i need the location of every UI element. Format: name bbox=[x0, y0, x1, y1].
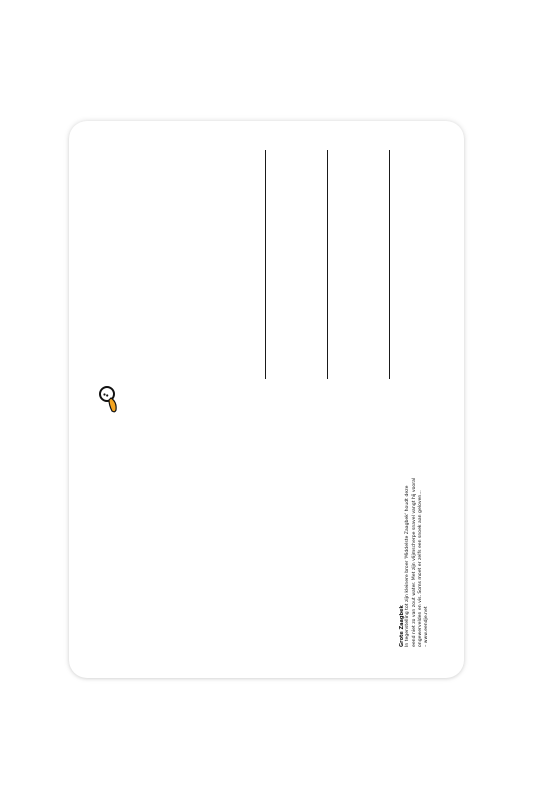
caption-line-3: ongewervelden en vis. Soms moet er zelfs een snoek aan geloven... bbox=[417, 490, 423, 647]
duck-eye-right bbox=[106, 394, 108, 396]
caption-line-1: In tegenstelling tot zijn kleinere broer 'Middelste Zaagbek' houdt deze bbox=[405, 485, 411, 647]
caption-source: – www.eendje.net bbox=[424, 606, 430, 647]
caption-title: Grote Zaagbek bbox=[399, 605, 405, 647]
address-line-3 bbox=[389, 150, 390, 379]
postcard bbox=[69, 121, 464, 678]
duck-eye-left bbox=[103, 393, 105, 395]
address-line-1 bbox=[265, 150, 266, 379]
duck-head-icon bbox=[98, 385, 122, 415]
caption-text bbox=[399, 437, 430, 647]
caption-line-2: eend niet zo van zout water. Met zijn vlijmscherpe snavel vangt hij vooral bbox=[411, 477, 417, 647]
address-line-2 bbox=[327, 150, 328, 379]
duck-beak bbox=[109, 398, 116, 412]
